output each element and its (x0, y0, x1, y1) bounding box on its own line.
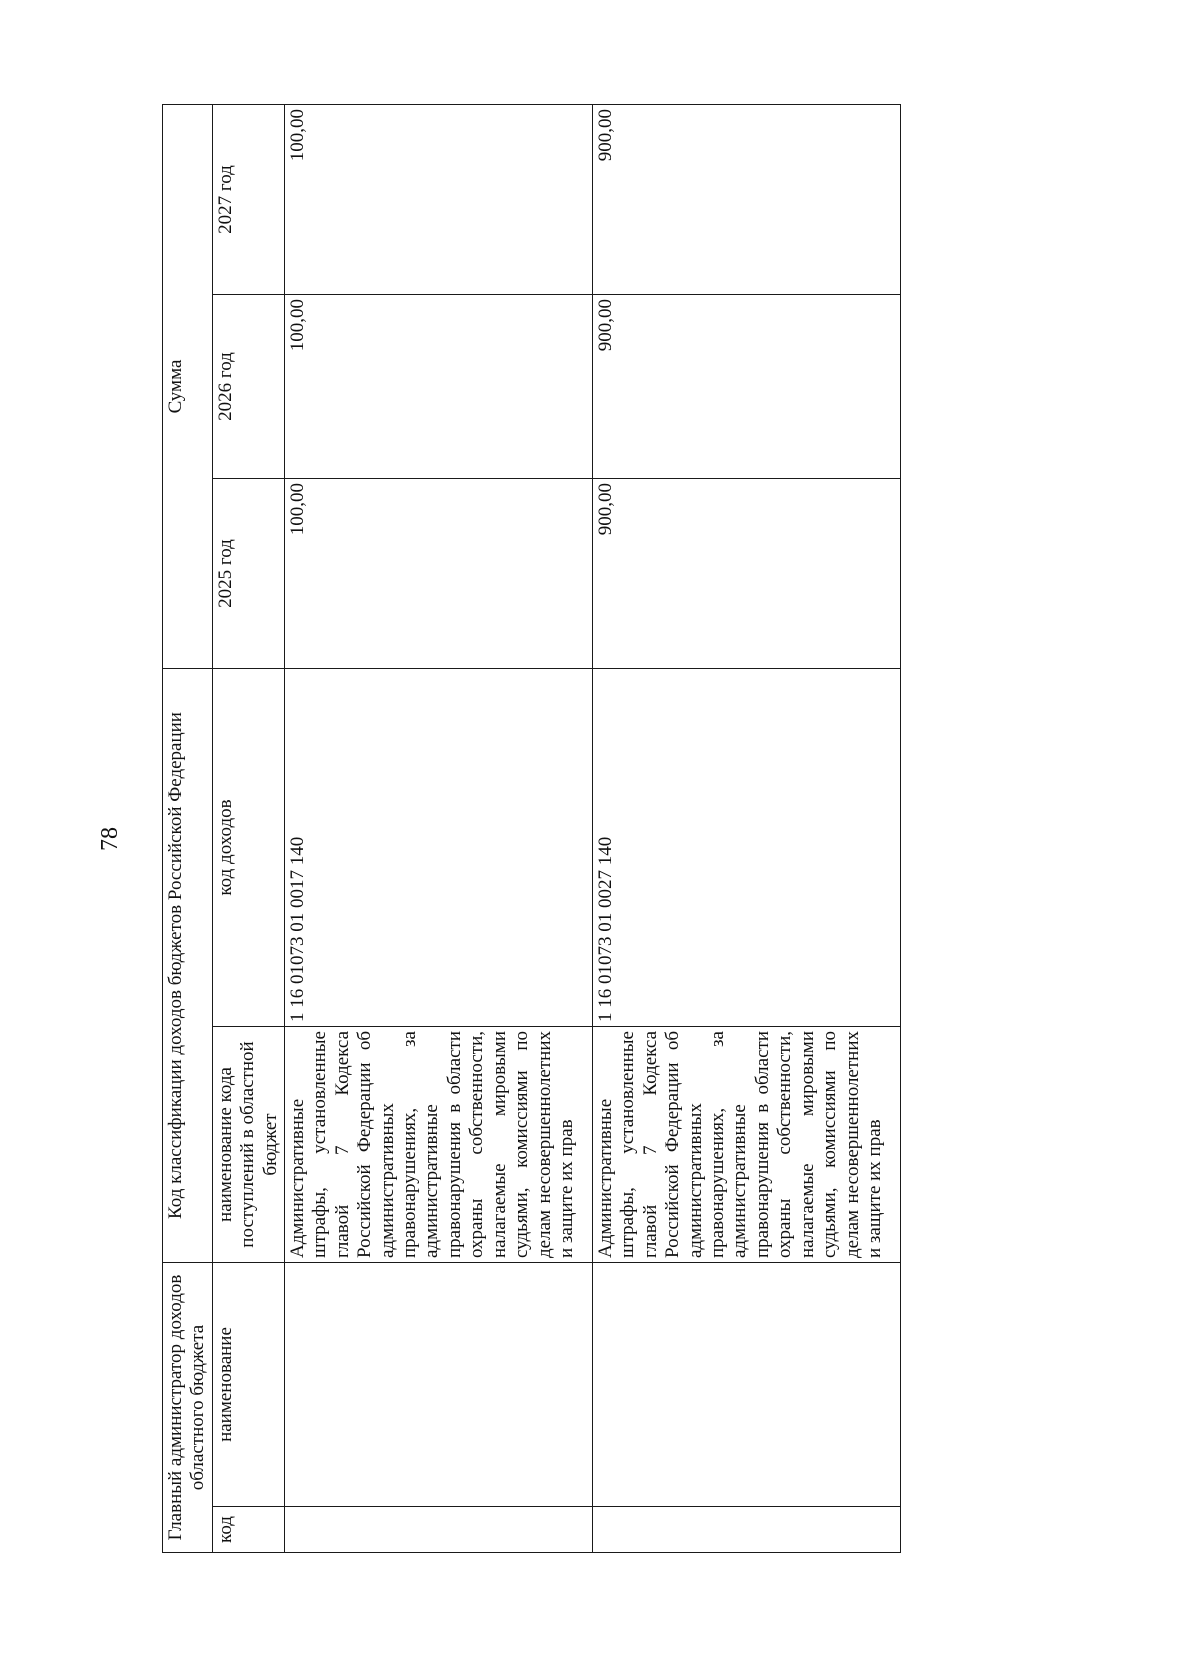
table-row (285, 105, 593, 1553)
sum-2026-cell: 100,00 (285, 295, 593, 479)
header-sum-group: Сумма (163, 105, 213, 669)
sum-2025-cell: 100,00 (285, 479, 593, 669)
header-admin-name: наименование (212, 1263, 284, 1507)
page-number: 78 (97, 827, 123, 851)
table-row (593, 105, 901, 1553)
admin-name-cell (285, 1263, 593, 1507)
rotated-table-container (162, 105, 885, 1553)
sum-2027-cell: 100,00 (285, 105, 593, 295)
header-year-2025: 2025 год (212, 479, 284, 669)
header-year-2027: 2027 год (212, 105, 284, 295)
header-receipt-name: наименование кода поступлений в областной бюджет (212, 1027, 284, 1263)
header-row-2 (212, 105, 284, 1553)
admin-name-cell (593, 1263, 901, 1507)
header-row-1 (163, 105, 213, 1553)
sum-2027-cell: 900,00 (593, 105, 901, 295)
admin-code-cell (593, 1507, 901, 1553)
header-admin-group: Главный администратор доходов областного бюджета (163, 1263, 213, 1553)
receipt-name-cell: Административные штрафы, установленные главой 7 Кодекса Российской Федерации об административных правонарушениях, за административные правонарушения в области охраны собственности, налагаемые мировыми судьями, комиссиями по делам несовершеннолетних и защите их прав (593, 1027, 901, 1263)
header-income-code: код доходов (212, 669, 284, 1027)
income-code-cell: 1 16 01073 01 0017 140 (285, 669, 593, 1027)
header-classification-group: Код классификации доходов бюджетов Российской Федерации (163, 669, 213, 1263)
header-admin-code: код (212, 1507, 284, 1553)
sum-2026-cell: 900,00 (593, 295, 901, 479)
admin-code-cell (285, 1507, 593, 1553)
revenue-table (162, 104, 901, 1553)
income-code-cell: 1 16 01073 01 0027 140 (593, 669, 901, 1027)
header-year-2026: 2026 год (212, 295, 284, 479)
receipt-name-cell: Административные штрафы, установленные главой 7 Кодекса Российской Федерации об административных правонарушениях, за административные правонарушения в области охраны собственности, налагаемые мировыми судьями, комиссиями по делам несовершеннолетних и защите их прав (285, 1027, 593, 1263)
sum-2025-cell: 900,00 (593, 479, 901, 669)
